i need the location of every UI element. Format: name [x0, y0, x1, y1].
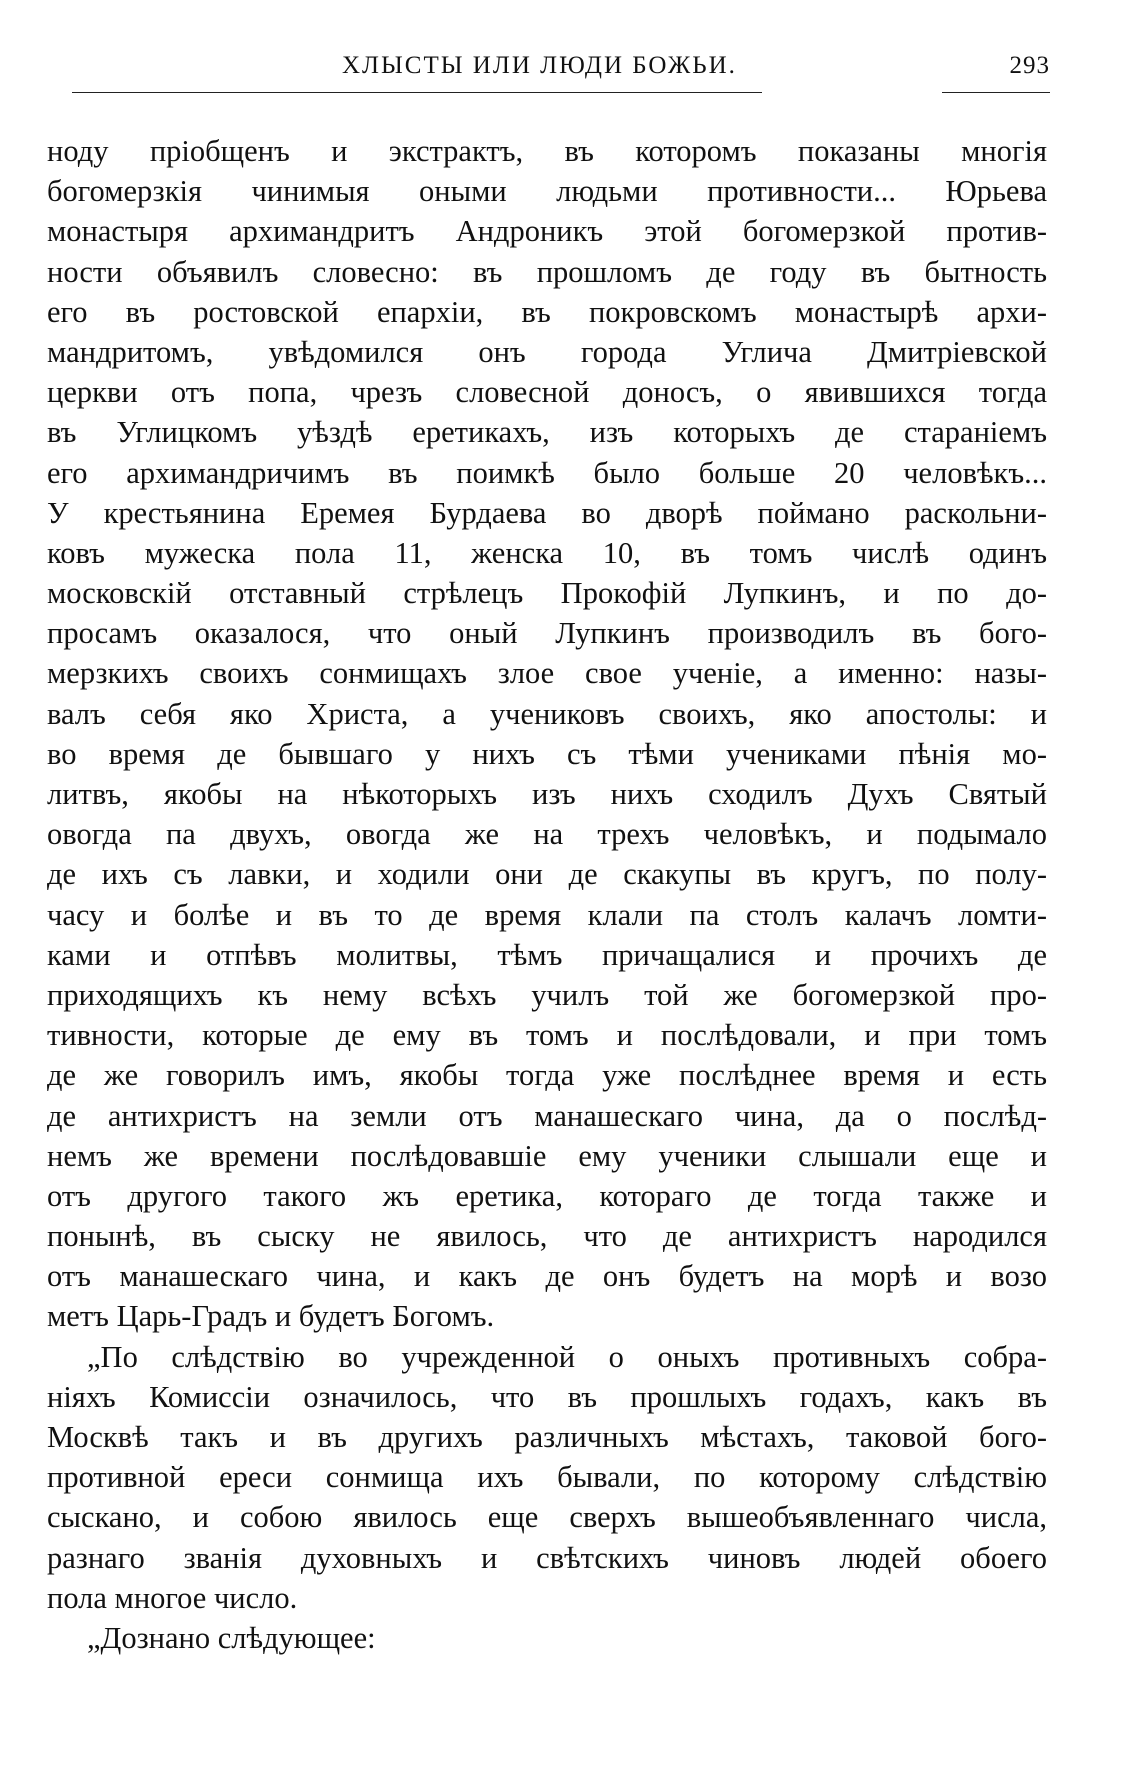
- text-line: „Дознано слѣдующее:: [87, 1620, 376, 1655]
- text-line: приходящихъ къ нему всѣхъ училъ той же богомерзкой про-: [47, 977, 1047, 1012]
- text-line: Москвѣ такъ и въ другихъ различныхъ мѣстахъ, таковой бого-: [47, 1420, 1047, 1454]
- text-line: метъ Царь-Градъ и будетъ Богомъ.: [47, 1299, 495, 1334]
- text-line: ноду пріобщенъ и экстрактъ, въ которомъ показаны многія: [47, 134, 1047, 168]
- text-line: противной ереси сонмища ихъ бывали, по которому слѣдствію: [47, 1460, 1047, 1495]
- text-line: „По слѣдствію во учрежденной о оныхъ противныхъ собра-: [87, 1339, 1047, 1374]
- text-line: его архимандричимъ въ поимкѣ было больше 20 человѣкъ...: [47, 455, 1047, 490]
- text-line: ковъ мужеска пола 11, женска 10, въ томъ числѣ одинъ: [47, 535, 1047, 570]
- text-line: часу и болѣе и въ то де время клали па столъ калачъ ломти-: [47, 897, 1047, 932]
- header-rule-left: [72, 92, 762, 93]
- text-line: ности объявилъ словесно: въ прошломъ де году въ бытность: [47, 254, 1047, 289]
- text-line: де антихристъ на земли отъ манашескаго чина, да о послѣд-: [47, 1098, 1047, 1133]
- text-line: отъ манашескаго чина, и какъ де онъ будетъ на морѣ и возо: [47, 1259, 1047, 1294]
- text-line: немъ же времени послѣдовавшіе ему ученики слышали еще и: [47, 1138, 1047, 1173]
- text-line: пола многое число.: [47, 1580, 298, 1615]
- text-line: церкви отъ попа, чрезъ словесной доносъ, о явившихся тогда: [47, 375, 1047, 410]
- text-line: отъ другого такого жъ еретика, котораго де тогда также и: [47, 1178, 1047, 1213]
- text-line: понынѣ, въ сыску не явилось, что де антихристъ народился: [47, 1219, 1047, 1254]
- text-line: ніяхъ Комиссіи означилось, что въ прошлыхъ годахъ, какъ въ: [47, 1379, 1047, 1414]
- text-line: литвъ, якобы на нѣкоторыхъ изъ нихъ сходилъ Духъ Святый: [47, 777, 1047, 811]
- text-line: просамъ оказалося, что оный Лупкинъ производилъ въ бого-: [47, 616, 1047, 651]
- text-line: овогда па двухъ, овогда же на трехъ человѣкъ, и подымало: [47, 817, 1047, 852]
- text-line: У крестьянина Еремея Бурдаева во дворѣ поймано раскольни-: [47, 495, 1047, 530]
- text-line: де ихъ съ лавки, и ходили они де скакупы въ кругъ, по полу-: [47, 857, 1047, 892]
- running-title: ХЛЫСТЫ ИЛИ ЛЮДИ БОЖЬИ.: [342, 52, 737, 79]
- text-line: валъ себя яко Христа, а учениковъ своихъ, яко апостолы: и: [47, 696, 1047, 731]
- text-line: тивности, которые де ему въ томъ и послѣдовали, и при томъ: [47, 1018, 1047, 1053]
- page-number: 293: [1009, 52, 1050, 79]
- header-rule-right: [942, 92, 1050, 93]
- text-line: мандритомъ, увѣдомился онъ города Углича Дмитріевской: [47, 334, 1047, 369]
- text-line: во время де бывшаго у нихъ съ тѣми учениками пѣнія мо-: [47, 736, 1047, 771]
- body-text: [47, 131, 1047, 1658]
- text-line: разнаго званія духовныхъ и свѣтскихъ чиновъ людей обоего: [47, 1540, 1047, 1575]
- text-line: монастыря архимандритъ Андроникъ этой богомерзкой против-: [47, 214, 1047, 249]
- text-line: богомерзкія чинимыя оными людьми противности... Юрьева: [47, 174, 1047, 209]
- text-line: его въ ростовской епархіи, въ покровскомъ монастырѣ архи-: [47, 294, 1047, 329]
- text-line: московскій отставный стрѣлецъ Прокофій Лупкинъ, и по до-: [47, 576, 1047, 611]
- text-line: мерзкихъ своихъ сонмищахъ злое свое ученіе, а именно: назы-: [47, 656, 1047, 691]
- running-head: [72, 52, 1050, 92]
- text-line: де же говорилъ имъ, якобы тогда уже послѣднее время и есть: [47, 1058, 1047, 1093]
- text-line: ками и отпѣвъ молитвы, тѣмъ причащалися и прочихъ де: [47, 937, 1047, 972]
- text-line: въ Углицкомъ уѣздѣ еретикахъ, изъ которыхъ де стараніемъ: [47, 415, 1047, 450]
- text-line: сыскано, и собою явилось еще сверхъ вышеобъявленнаго числа,: [47, 1500, 1047, 1535]
